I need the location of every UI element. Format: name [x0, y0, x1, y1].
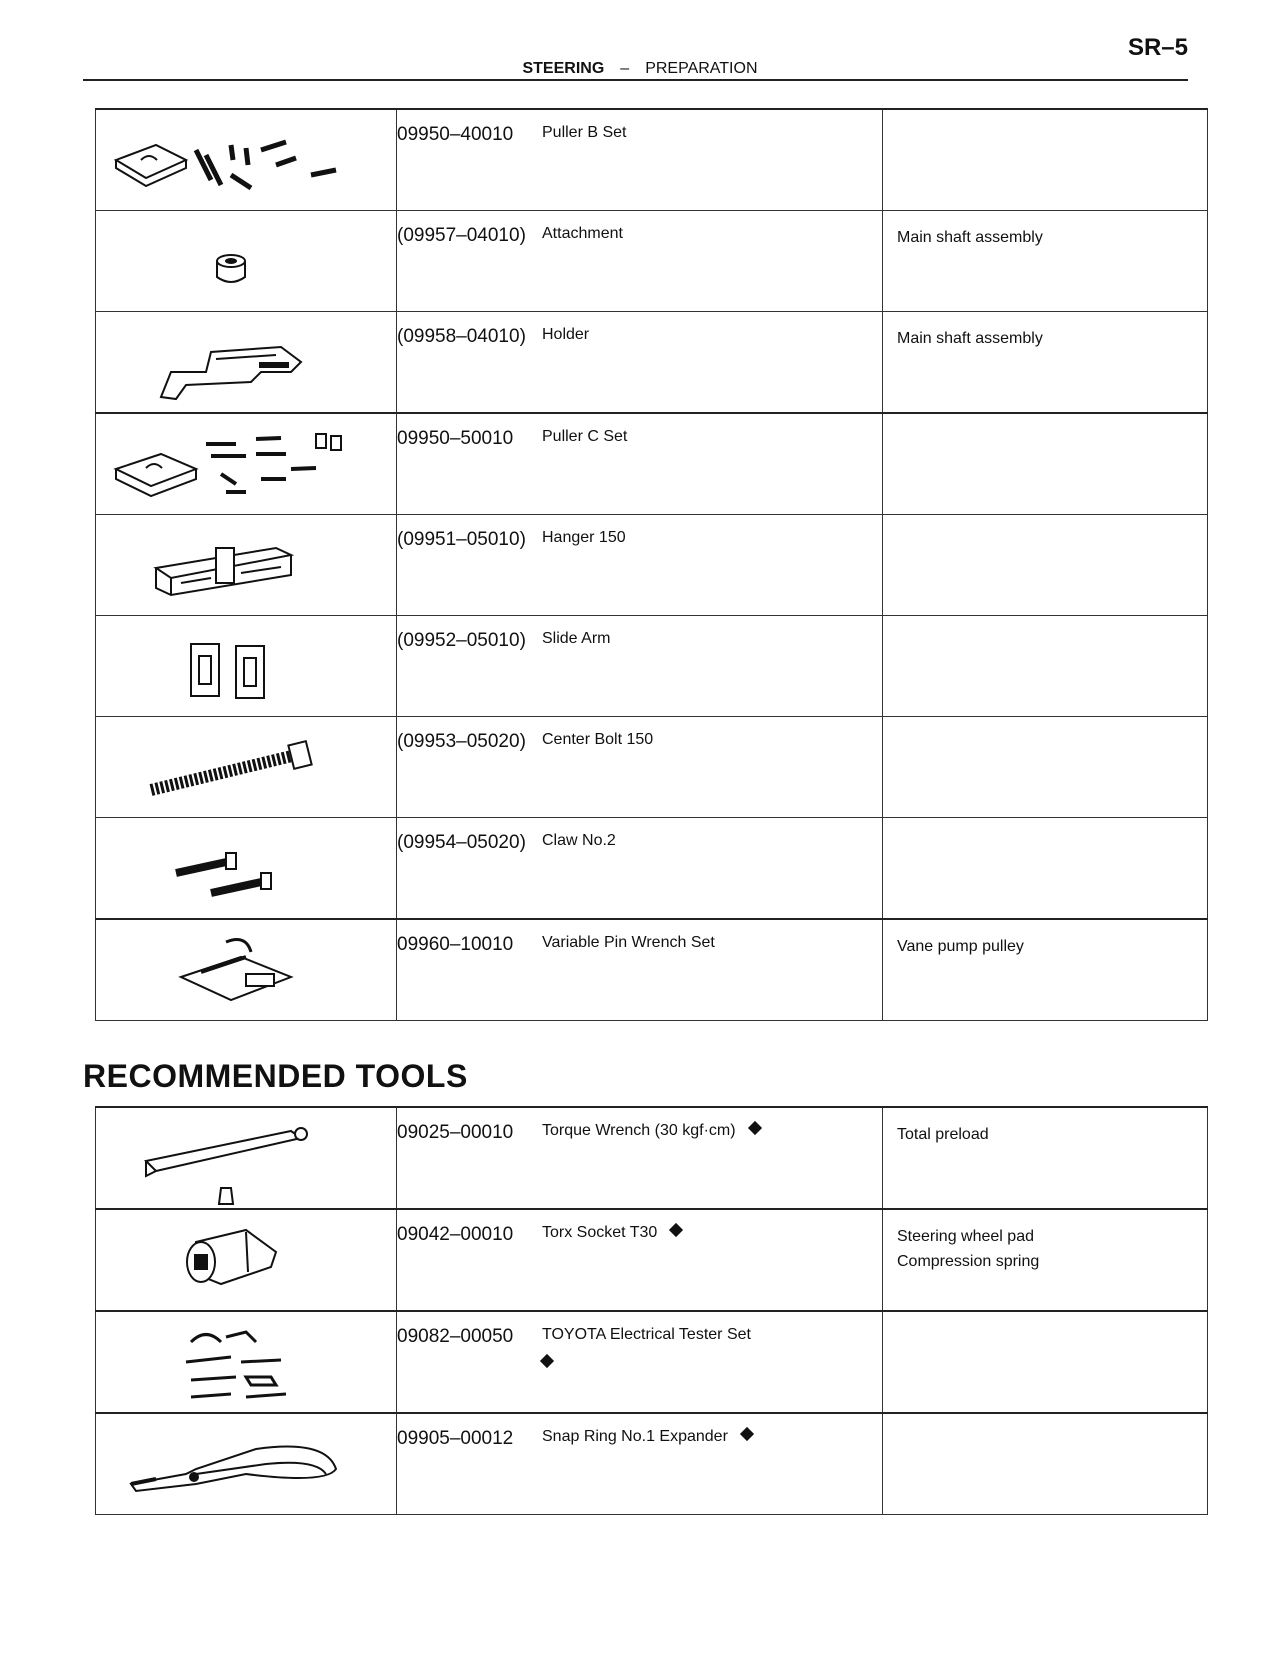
tester-set-icon: [181, 1322, 301, 1407]
recommended-tools-table: [95, 1106, 1208, 1515]
tool-name: Puller B Set: [542, 124, 627, 141]
diamond-marker-icon: [747, 1121, 761, 1135]
table-row: [96, 1107, 1208, 1209]
tool-desc-cell: [397, 312, 883, 414]
tool-use: Main shaft assembly: [883, 211, 1208, 312]
tool-image-cell: [96, 717, 397, 818]
tool-desc-cell: [397, 211, 883, 312]
torx-socket-icon: [176, 1222, 286, 1302]
section-name: STEERING: [522, 60, 605, 77]
tool-name: Variable Pin Wrench Set: [542, 934, 715, 951]
tool-name: [542, 1428, 752, 1446]
center-bolt-icon: [146, 735, 326, 805]
pin-wrench-icon: [171, 932, 301, 1012]
tool-use: [883, 616, 1208, 717]
tool-use: [883, 818, 1208, 920]
tool-desc-cell: [397, 616, 883, 717]
tool-use-line: Compression spring: [897, 1253, 1040, 1270]
tool-image-cell: [96, 109, 397, 211]
subsection-name: PREPARATION: [645, 60, 758, 77]
table-row: [96, 109, 1208, 211]
holder-icon: [151, 327, 321, 407]
tool-use: [883, 1311, 1208, 1413]
tool-image-cell: [96, 413, 397, 515]
tool-image-cell: [96, 1107, 397, 1209]
tool-desc-cell: [397, 413, 883, 515]
part-number: (09953–05020): [397, 731, 526, 752]
tool-use: [883, 413, 1208, 515]
table-row: [96, 312, 1208, 414]
part-number: (09952–05010): [397, 630, 526, 651]
part-number: 09042–00010: [397, 1224, 514, 1245]
claw-icon: [171, 843, 291, 903]
tool-use: [883, 717, 1208, 818]
tool-use-line: Total preload: [897, 1126, 989, 1143]
tool-name-text: Torque Wrench (30 kgf·cm): [542, 1122, 736, 1139]
tool-name: Center Bolt 150: [542, 731, 654, 748]
tool-image-cell: [96, 1311, 397, 1413]
torque-wrench-icon: [141, 1116, 331, 1206]
tool-use: [883, 109, 1208, 211]
tool-image-cell: [96, 616, 397, 717]
tool-desc-cell: [397, 1107, 883, 1209]
tool-desc-cell: [397, 109, 883, 211]
page-header: [0, 60, 1280, 78]
tool-name: Hanger 150: [542, 529, 626, 546]
tool-use-line: Steering wheel pad: [897, 1228, 1034, 1245]
tool-image-cell: [96, 515, 397, 616]
table-row: [96, 1413, 1208, 1515]
table-row: [96, 1311, 1208, 1413]
tool-image-cell: [96, 919, 397, 1021]
tool-desc-cell: [397, 818, 883, 920]
table-row: [96, 717, 1208, 818]
part-number: (09958–04010): [397, 326, 526, 347]
page-number: SR–5: [1127, 34, 1188, 61]
tool-image-cell: [96, 1209, 397, 1311]
tool-name: Claw No.2: [542, 832, 616, 849]
part-number: 09950–40010: [397, 124, 514, 145]
tool-desc-cell: [397, 919, 883, 1021]
part-number: (09954–05020): [397, 832, 526, 853]
tool-name-text: Torx Socket T30: [542, 1224, 658, 1241]
tool-desc-cell: [397, 515, 883, 616]
table-row: [96, 211, 1208, 312]
tool-name-text: Snap Ring No.1 Expander: [542, 1428, 728, 1445]
table-row: [96, 616, 1208, 717]
table-row: [96, 919, 1208, 1021]
tool-name: Slide Arm: [542, 630, 611, 647]
table-row: [96, 1209, 1208, 1311]
attachment-icon: [211, 249, 251, 289]
part-number: 09960–10010: [397, 934, 514, 955]
part-number: (09951–05010): [397, 529, 526, 550]
tool-use: Main shaft assembly: [883, 312, 1208, 414]
tool-use: [883, 1209, 1208, 1311]
tool-name: [542, 1122, 760, 1140]
tool-use: Vane pump pulley: [883, 919, 1208, 1021]
slide-arm-icon: [186, 636, 286, 706]
tool-desc-cell: [397, 1311, 883, 1413]
header-rule: [83, 79, 1188, 81]
tool-name: Attachment: [542, 225, 623, 242]
section-title: RECOMMENDED TOOLS: [83, 1058, 468, 1094]
tool-use: [883, 1107, 1208, 1209]
hanger-icon: [151, 533, 301, 603]
sst-table: [95, 108, 1208, 1021]
part-number: 09025–00010: [397, 1122, 514, 1143]
part-number: (09957–04010): [397, 225, 526, 246]
diamond-marker-icon: [540, 1354, 554, 1368]
table-row: [96, 818, 1208, 920]
tool-image-cell: [96, 312, 397, 414]
part-number: 09950–50010: [397, 428, 514, 449]
header-separator: –: [620, 60, 630, 77]
puller-set-icon: [111, 120, 371, 210]
diamond-marker-icon: [740, 1427, 754, 1441]
tool-name: [542, 1224, 681, 1242]
tool-desc-cell: [397, 717, 883, 818]
part-number: 09905–00012: [397, 1428, 514, 1449]
tool-desc-cell: [397, 1413, 883, 1515]
diamond-marker-icon: [669, 1223, 683, 1237]
tool-name: Holder: [542, 326, 590, 343]
snap-ring-expander-icon: [126, 1429, 346, 1499]
table-row: [96, 413, 1208, 515]
tool-name: TOYOTA Electrical Tester Set: [542, 1326, 751, 1343]
tool-desc-cell: [397, 1209, 883, 1311]
part-number: 09082–00050: [397, 1326, 514, 1347]
puller-set-icon: [111, 424, 371, 514]
tool-image-cell: [96, 1413, 397, 1515]
table-row: [96, 515, 1208, 616]
tool-use: [883, 1413, 1208, 1515]
tool-image-cell: [96, 818, 397, 920]
tool-use: [883, 515, 1208, 616]
tool-image-cell: [96, 211, 397, 312]
tool-name: Puller C Set: [542, 428, 628, 445]
